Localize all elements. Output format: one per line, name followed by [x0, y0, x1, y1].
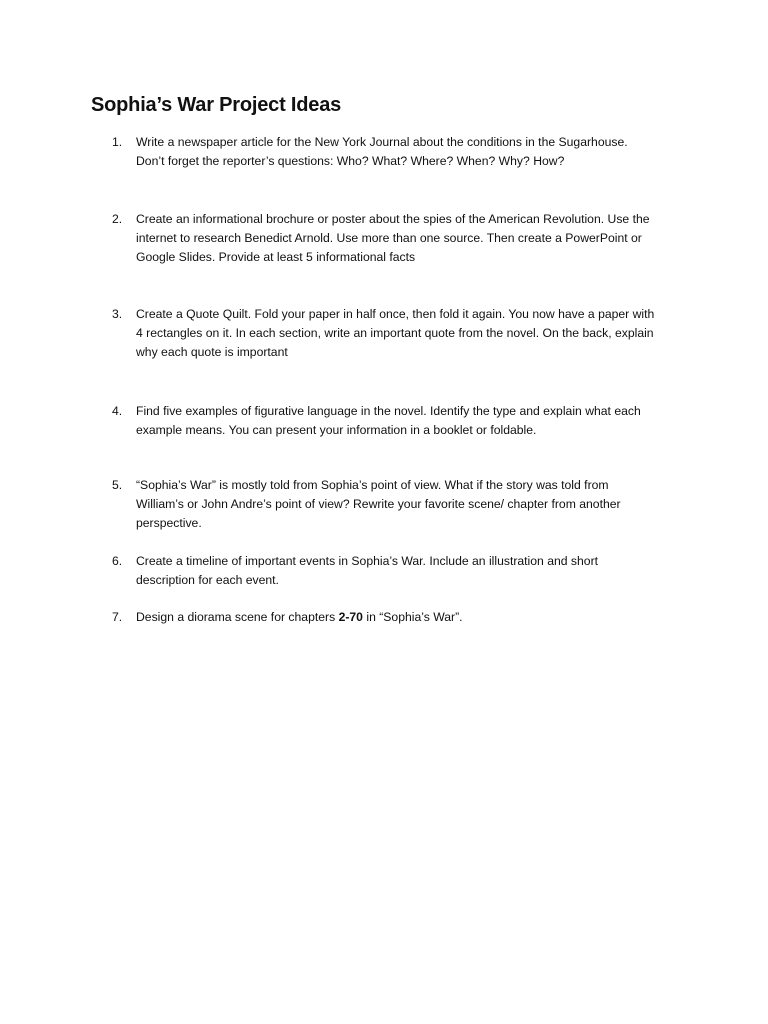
- text-segment: in “Sophia’s War”.: [362, 610, 463, 624]
- list-item-number: 5.: [112, 478, 123, 492]
- text-line: William’s or John Andre’s point of view? Rewrite your favorite scene/ chapter from another: [136, 497, 621, 511]
- text-line: Create a Quote Quilt. Fold your paper in half once, then fold it again. You now have a paper with: [136, 307, 655, 321]
- text-line: Write a newspaper article for the New York Journal about the conditions in the Sugarhouse.: [136, 135, 628, 149]
- list-item-text: [136, 402, 692, 440]
- text-line: example means. You can present your information in a booklet or foldable.: [136, 423, 537, 437]
- list-item-number: 7.: [112, 610, 123, 624]
- text-line: description for each event.: [136, 573, 279, 587]
- text-line: why each quote is important: [136, 345, 288, 359]
- list-item-number: 3.: [112, 307, 123, 321]
- chapter-range: 2-70: [338, 610, 363, 624]
- text-line: Create an informational brochure or poster about the spies of the American Revolution. Use the: [136, 212, 650, 226]
- list-item-number: 4.: [112, 404, 123, 418]
- list-item-text: [136, 305, 692, 362]
- list-item-text: [136, 608, 692, 627]
- list-item-text: [136, 476, 692, 533]
- text-line: Google Slides. Provide at least 5 informational facts: [136, 250, 416, 264]
- page-title: Sophia’s War Project Ideas: [91, 94, 342, 116]
- text-line: Don’t forget the reporter’s questions: Who? What? Where? When? Why? How?: [136, 154, 565, 168]
- list-item-text: [136, 552, 692, 590]
- text-line: internet to research Benedict Arnold. Use more than one source. Then create a PowerPoint or: [136, 231, 642, 245]
- list-item-text: [136, 133, 692, 171]
- text-line: Create a timeline of important events in Sophia’s War. Include an illustration and short: [136, 554, 599, 568]
- list-item-number: 1.: [112, 135, 123, 149]
- text-line: [136, 608, 692, 627]
- list-item-number: 2.: [112, 212, 123, 226]
- text-line: “Sophia’s War” is mostly told from Sophia’s point of view. What if the story was told from: [136, 478, 609, 492]
- list-item-text: [136, 210, 692, 267]
- list-item-number: 6.: [112, 554, 123, 568]
- text-segment: Design a diorama scene for chapters: [136, 610, 339, 624]
- text-line: 4 rectangles on it. In each section, write an important quote from the novel. On the back, explain: [136, 326, 654, 340]
- text-line: perspective.: [136, 516, 202, 530]
- text-line: Find five examples of figurative language in the novel. Identify the type and explain what each: [136, 404, 641, 418]
